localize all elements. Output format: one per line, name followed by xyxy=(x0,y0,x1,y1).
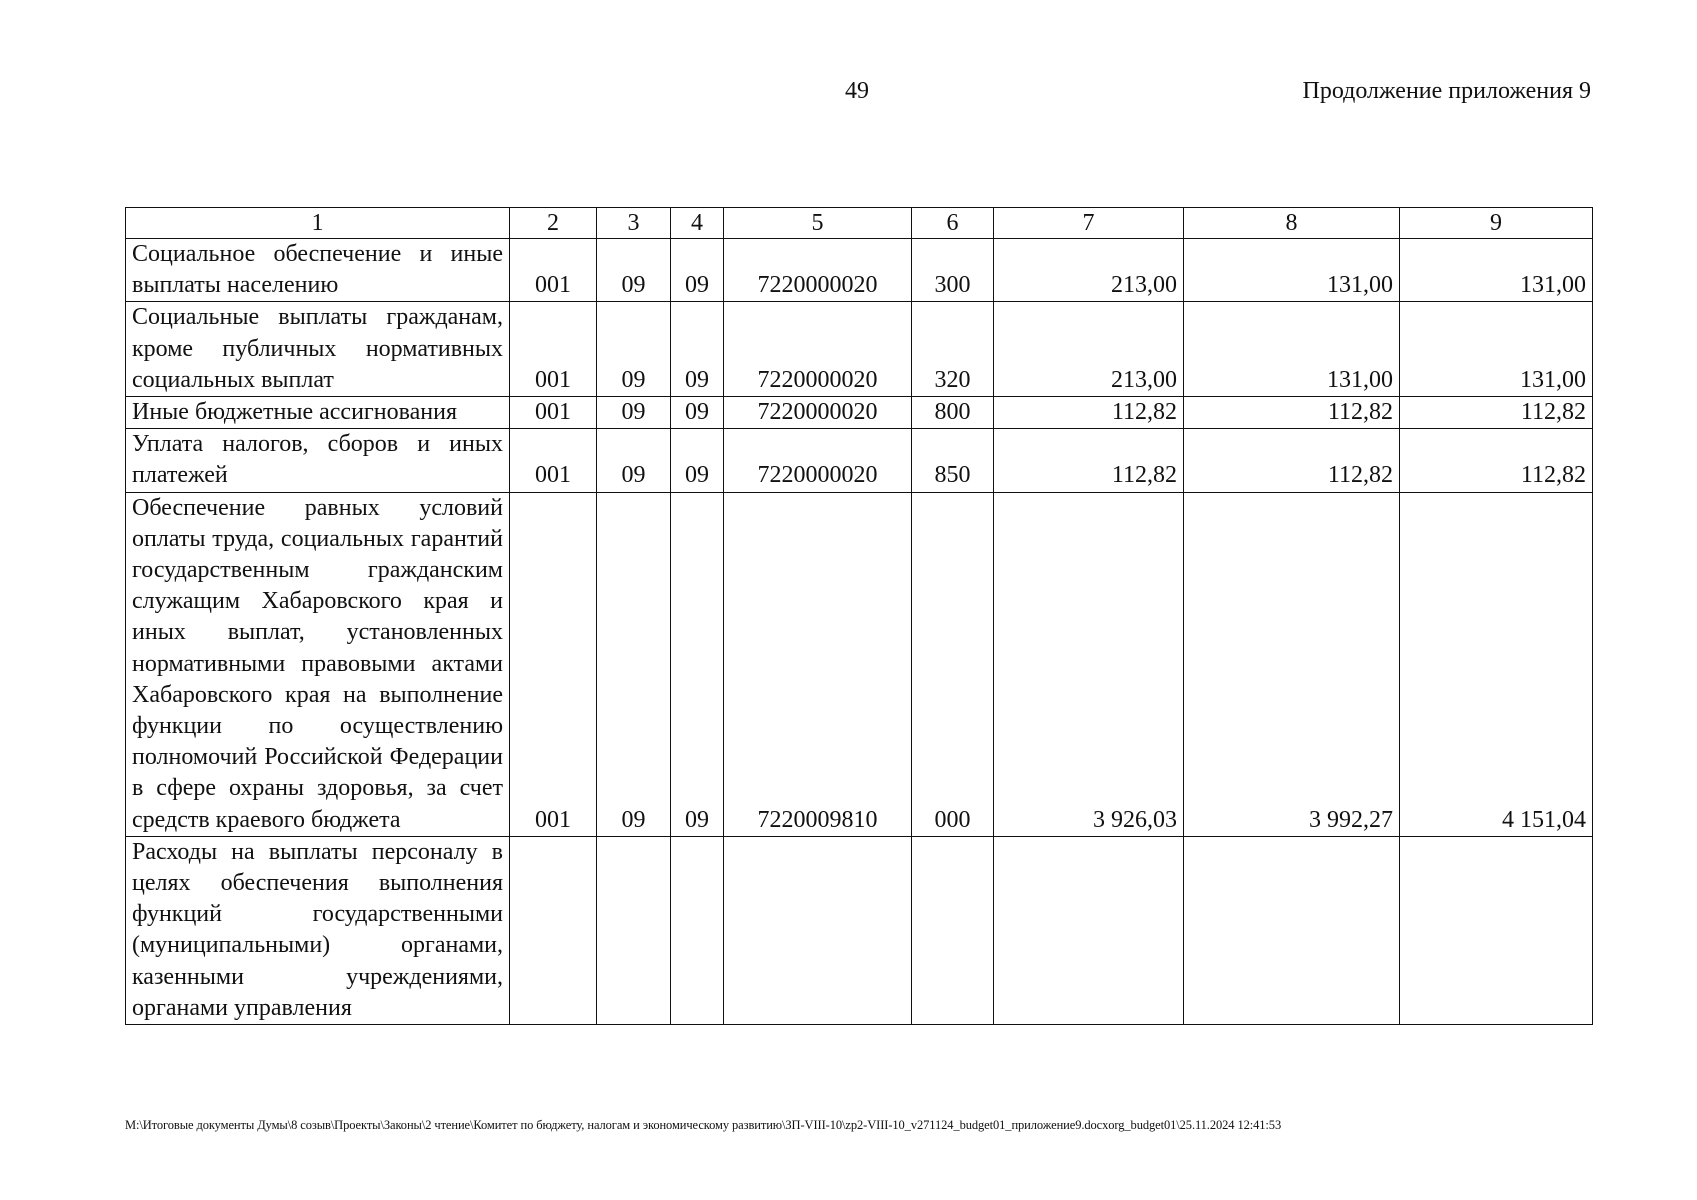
section-code: 09 xyxy=(597,492,671,836)
amount-col7: 112,82 xyxy=(994,429,1184,492)
column-number: 4 xyxy=(671,208,724,239)
section-code: 09 xyxy=(597,429,671,492)
column-number: 6 xyxy=(912,208,994,239)
section-code: 09 xyxy=(597,397,671,429)
expense-type-code: 320 xyxy=(912,302,994,397)
amount-col8: 131,00 xyxy=(1184,239,1400,302)
target-article-code: 7220000020 xyxy=(724,239,912,302)
amount-col8: 112,82 xyxy=(1184,429,1400,492)
table-row xyxy=(126,302,1593,397)
target-article-code xyxy=(724,836,912,1024)
amount-col8: 3 992,27 xyxy=(1184,492,1400,836)
subsection-code xyxy=(671,836,724,1024)
subsection-code: 09 xyxy=(671,397,724,429)
ministry-code: 001 xyxy=(510,302,597,397)
appendix-title: Продолжение приложения 9 xyxy=(1302,78,1591,104)
expense-type-code: 000 xyxy=(912,492,994,836)
subsection-code: 09 xyxy=(671,492,724,836)
amount-col7: 3 926,03 xyxy=(994,492,1184,836)
column-number: 3 xyxy=(597,208,671,239)
column-number: 8 xyxy=(1184,208,1400,239)
amount-col9: 112,82 xyxy=(1400,429,1593,492)
amount-col9: 112,82 xyxy=(1400,397,1593,429)
amount-col8 xyxy=(1184,836,1400,1024)
section-code: 09 xyxy=(597,302,671,397)
amount-col8: 131,00 xyxy=(1184,302,1400,397)
footer-file-path: M:\Итоговые документы Думы\8 созыв\Проекты\Законы\2 чтение\Комитет по бюджету, налогам и экономическому развитию\ЗП-VIII-10\zp2-VIII-10_v271124_budget01_приложение9.docxorg_budget01\25.11.2024 12:41:53 xyxy=(125,1118,1282,1132)
ministry-code: 001 xyxy=(510,492,597,836)
target-article-code: 7220009810 xyxy=(724,492,912,836)
amount-col7: 112,82 xyxy=(994,397,1184,429)
table-row xyxy=(126,429,1593,492)
section-code: 09 xyxy=(597,239,671,302)
section-code xyxy=(597,836,671,1024)
column-number: 1 xyxy=(126,208,510,239)
target-article-code: 7220000020 xyxy=(724,429,912,492)
ministry-code: 001 xyxy=(510,397,597,429)
page-number: 49 xyxy=(845,78,869,104)
amount-col8: 112,82 xyxy=(1184,397,1400,429)
subsection-code: 09 xyxy=(671,302,724,397)
amount-col9: 131,00 xyxy=(1400,302,1593,397)
expense-name: Уплата налогов, сборов и иных платежей xyxy=(126,429,510,492)
subsection-code: 09 xyxy=(671,239,724,302)
table-row xyxy=(126,397,1593,429)
ministry-code: 001 xyxy=(510,239,597,302)
column-number: 2 xyxy=(510,208,597,239)
column-number-row xyxy=(126,208,1593,239)
expense-name: Социальное обеспечение и иные выплаты населению xyxy=(126,239,510,302)
amount-col9: 131,00 xyxy=(1400,239,1593,302)
column-number: 5 xyxy=(724,208,912,239)
ministry-code xyxy=(510,836,597,1024)
budget-table xyxy=(125,207,1593,1025)
subsection-code: 09 xyxy=(671,429,724,492)
ministry-code: 001 xyxy=(510,429,597,492)
expense-type-code: 850 xyxy=(912,429,994,492)
column-number: 7 xyxy=(994,208,1184,239)
amount-col7 xyxy=(994,836,1184,1024)
expense-type-code xyxy=(912,836,994,1024)
table-row xyxy=(126,492,1593,836)
amount-col7: 213,00 xyxy=(994,302,1184,397)
amount-col7: 213,00 xyxy=(994,239,1184,302)
table-row xyxy=(126,836,1593,1024)
target-article-code: 7220000020 xyxy=(724,302,912,397)
target-article-code: 7220000020 xyxy=(724,397,912,429)
column-number: 9 xyxy=(1400,208,1593,239)
expense-name: Социальные выплаты гражданам, кроме публичных нормативных социальных выплат xyxy=(126,302,510,397)
expense-name: Иные бюджетные ассигнования xyxy=(126,397,510,429)
expense-name: Расходы на выплаты персоналу в целях обеспечения выполнения функций государственными (муниципальными) органами, казенными учреждениями, органами управления xyxy=(126,836,510,1024)
expense-name: Обеспечение равных условий оплаты труда, социальных гарантий государственным гражданским служащим Хабаровского края и иных выплат, установленных нормативными правовыми актами Хабаровского края на выполнение функции по осуществлению полномочий Российской Федерации в сфере охраны здоровья, за счет средств краевого бюджета xyxy=(126,492,510,836)
amount-col9: 4 151,04 xyxy=(1400,492,1593,836)
table-row xyxy=(126,239,1593,302)
amount-col9 xyxy=(1400,836,1593,1024)
expense-type-code: 300 xyxy=(912,239,994,302)
expense-type-code: 800 xyxy=(912,397,994,429)
